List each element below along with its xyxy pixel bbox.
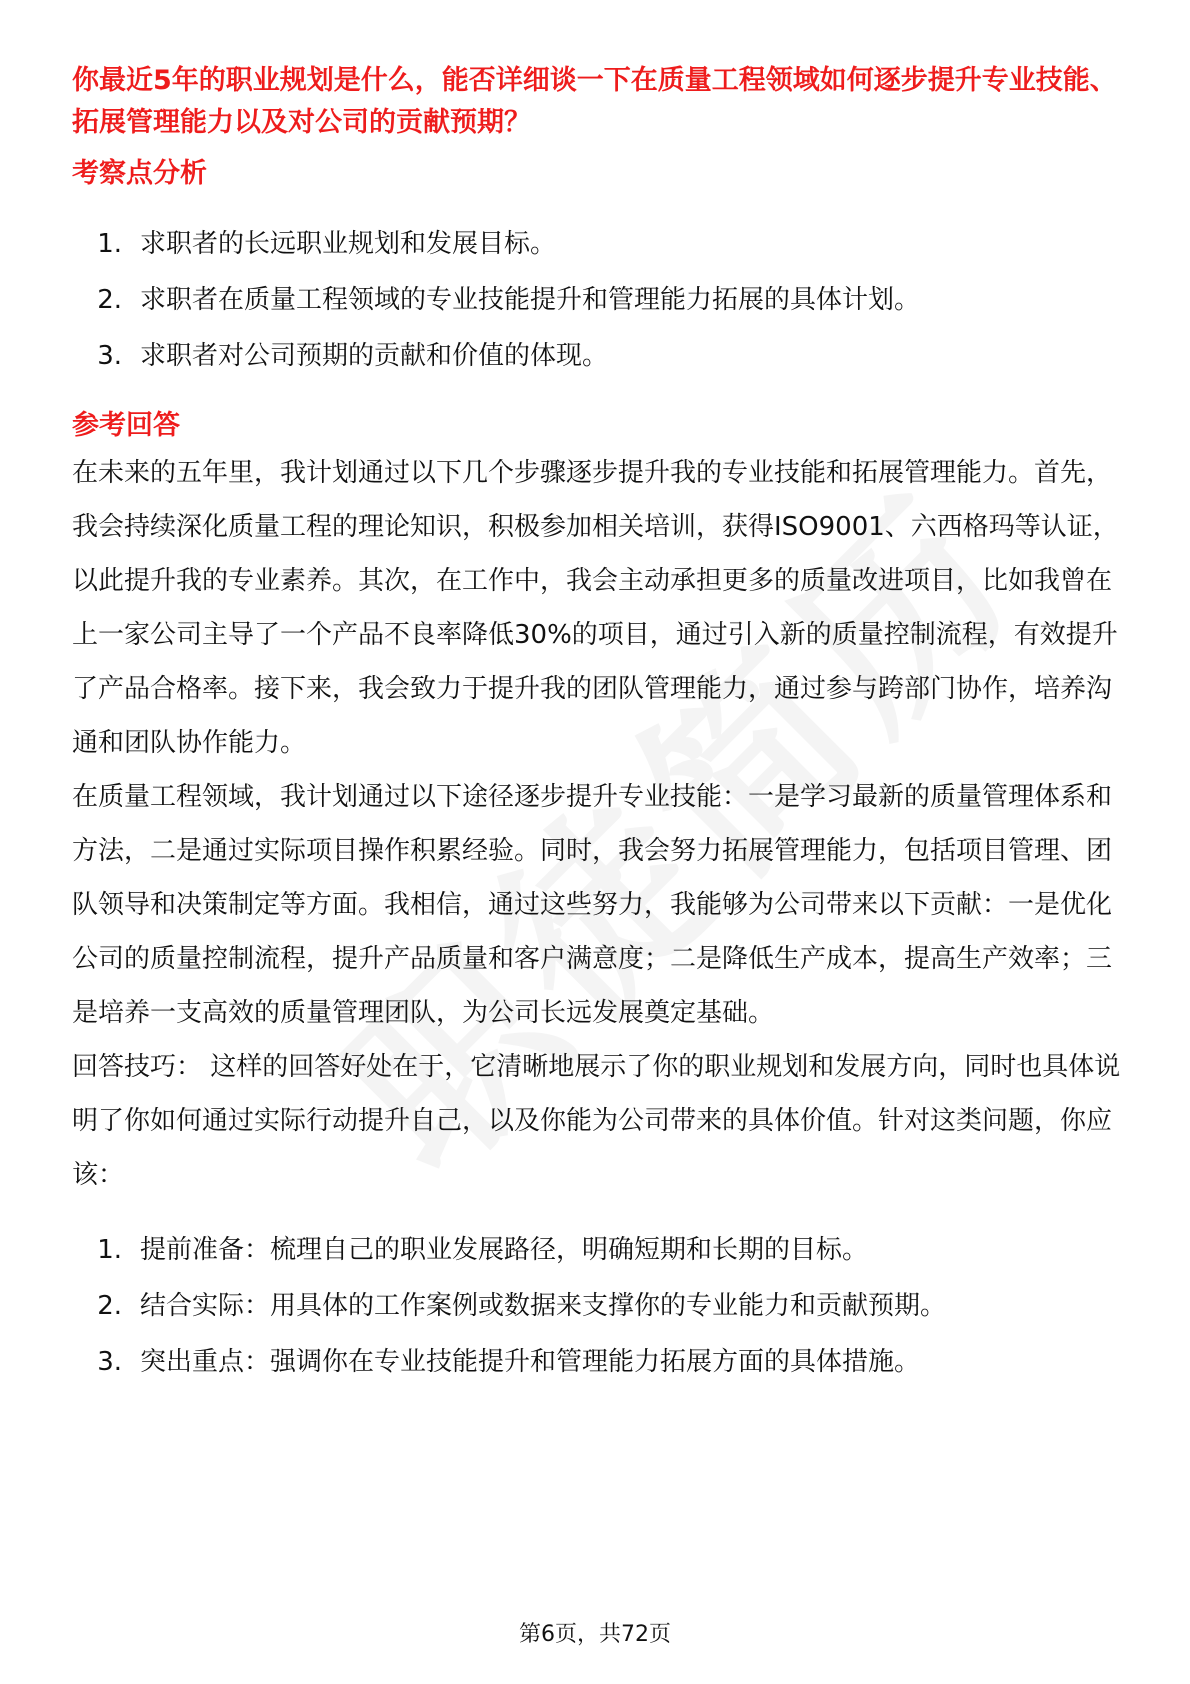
list-item-number: 1.: [97, 229, 122, 259]
answer-paragraph-1: 在未来的五年里，我计划通过以下几个步骤逐步提升我的专业技能和拓展管理能力。首先，我会持续深化质量工程的理论知识，积极参加相关培训，获得ISO9001、六西格玛等认证，以此提升我的专业素养。其次，在工作中，我会主动承担更多的质量改进项目，比如我曾在上一家公司主导了一个产品不良率降低30%的项目，通过引入新的质量控制流程，有效提升了产品合格率。接下来，我会致力于提升我的团队管理能力，通过参与跨部门协作，培养沟通和团队协作能力。: [72, 458, 1119, 758]
page-number-footer: 第6页，共72页: [519, 1622, 671, 1647]
list-item: [72, 328, 1122, 384]
tips-intro: 回答技巧： 这样的回答好处在于，它清晰地展示了你的职业规划和发展方向，同时也具体说明了你如何通过实际行动提升自己，以及你能为公司带来的具体价值。针对这类问题，你应该：: [72, 1052, 1121, 1190]
tips-list: [72, 1222, 1122, 1390]
list-item-text: 提前准备：梳理自己的职业发展路径，明确短期和长期的目标。: [140, 1235, 869, 1265]
list-item-text: 结合实际：用具体的工作案例或数据来支撑你的专业能力和贡献预期。: [140, 1291, 947, 1321]
list-item: [72, 1222, 1122, 1278]
list-item-number: 2.: [97, 285, 122, 315]
analysis-list: [72, 216, 1122, 384]
answer-heading: 参考回答: [72, 410, 180, 441]
list-item: [72, 1334, 1122, 1390]
list-item-text: 求职者在质量工程领域的专业技能提升和管理能力拓展的具体计划。: [140, 285, 921, 315]
list-item-number: 3.: [97, 341, 122, 371]
list-item-text: 突出重点：强调你在专业技能提升和管理能力拓展方面的具体措施。: [140, 1347, 921, 1377]
list-item: [72, 216, 1122, 272]
document-content: [72, 60, 1122, 1390]
list-item: [72, 1278, 1122, 1334]
list-item-number: 1.: [97, 1235, 122, 1265]
list-item-text: 求职者的长远职业规划和发展目标。: [140, 229, 557, 259]
list-item: [72, 272, 1122, 328]
list-item-text: 求职者对公司预期的贡献和价值的体现。: [140, 341, 609, 371]
answer-paragraph-2: 在质量工程领域，我计划通过以下途径逐步提升专业技能：一是学习最新的质量管理体系和方法，二是通过实际项目操作积累经验。同时，我会努力拓展管理能力，包括项目管理、团队领导和决策制定等方面。我相信，通过这些努力，我能够为公司带来以下贡献：一是优化公司的质量控制流程，提升产品质量和客户满意度；二是降低生产成本，提高生产效率；三是培养一支高效的质量管理团队，为公司长远发展奠定基础。: [72, 782, 1113, 1028]
analysis-heading: 考察点分析: [72, 158, 207, 189]
question-title: 你最近5年的职业规划是什么，能否详细谈一下在质量工程领域如何逐步提升专业技能、拓展管理能力以及对公司的贡献预期？: [72, 65, 1117, 138]
list-item-number: 3.: [97, 1347, 122, 1377]
list-item-number: 2.: [97, 1291, 122, 1321]
